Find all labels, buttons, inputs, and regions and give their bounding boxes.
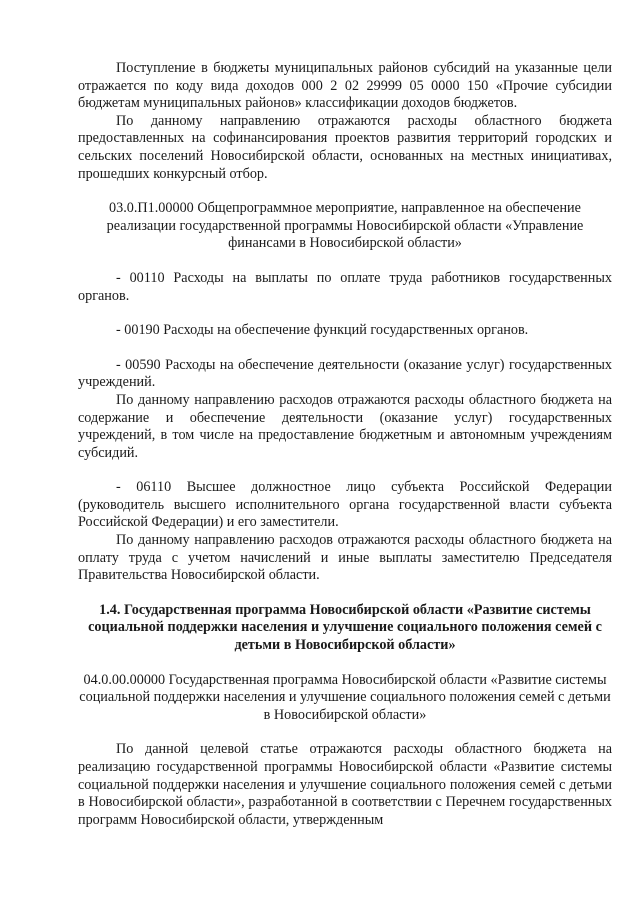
code-heading-04: 04.0.00.00000 Государственная программа Новосибирской области «Развитие системы социальной поддержки населения и улучшение социального положения семей с детьми в Новосибирской области» bbox=[79, 671, 611, 723]
code-heading-03: 03.0.П1.00000 Общепрограммное мероприятие, направленное на обеспечение реализации государственной программы Новосибирской области «Управление финансами в Новосибирской области» bbox=[106, 200, 584, 252]
paragraph-06110-desc: По данному направлению расходов отражаются расходы областного бюджета на оплату труда с учетом начислений и иные выплаты заместителю Председателя Правительства Новосибирской области. bbox=[78, 532, 612, 584]
item-00110: - 00110 Расходы на выплаты по оплате труда работников государственных органов. bbox=[78, 269, 612, 304]
paragraph-revenue-receipt: Поступление в бюджеты муниципальных районов субсидий на указанные цели отражается по коду вида доходов 000 2 02 29999 05 0000 150 «Прочие субсидии бюджетам муниципальных районов» классификации доходов бюджетов. bbox=[78, 60, 612, 112]
section-title-1-4: 1.4. Государственная программа Новосибирской области «Развитие системы социальной поддержки населения и улучшение социального положения семей с детьми в Новосибирской области» bbox=[88, 601, 602, 654]
item-00190: - 00190 Расходы на обеспечение функций государственных органов. bbox=[116, 322, 529, 339]
item-00590: - 00590 Расходы на обеспечение деятельности (оказание услуг) государственных учреждений. bbox=[78, 356, 612, 391]
paragraph-program-04: По данной целевой статье отражаются расходы областного бюджета на реализацию государственной программы Новосибирской области «Развитие системы социальной поддержки населения и улучшение социального положения семей с детьми в Новосибирской области», разработанной в соответствии с Перечнем государственных программ Новосибирской области, утвержденным bbox=[78, 741, 612, 828]
item-06110: - 06110 Высшее должностное лицо субъекта Российской Федерации (руководитель высшего исполнительного органа государственной власти субъекта Российской Федерации) и его заместители. bbox=[78, 479, 612, 531]
paragraph-cofinancing: По данному направлению отражаются расходы областного бюджета предоставленных на софинансирования проектов развития территорий городских и сельских поселений Новосибирской области, основанных на местных инициативах, прошедших конкурсный отбор. bbox=[78, 112, 612, 182]
paragraph-00590-desc: По данному направлению расходов отражаются расходы областного бюджета на содержание и обеспечение деятельности (оказание услуг) государственных учреждений, в том числе на предоставление бюджетным и автономным учреждениям субсидий. bbox=[78, 391, 612, 461]
document-page bbox=[78, 60, 612, 829]
